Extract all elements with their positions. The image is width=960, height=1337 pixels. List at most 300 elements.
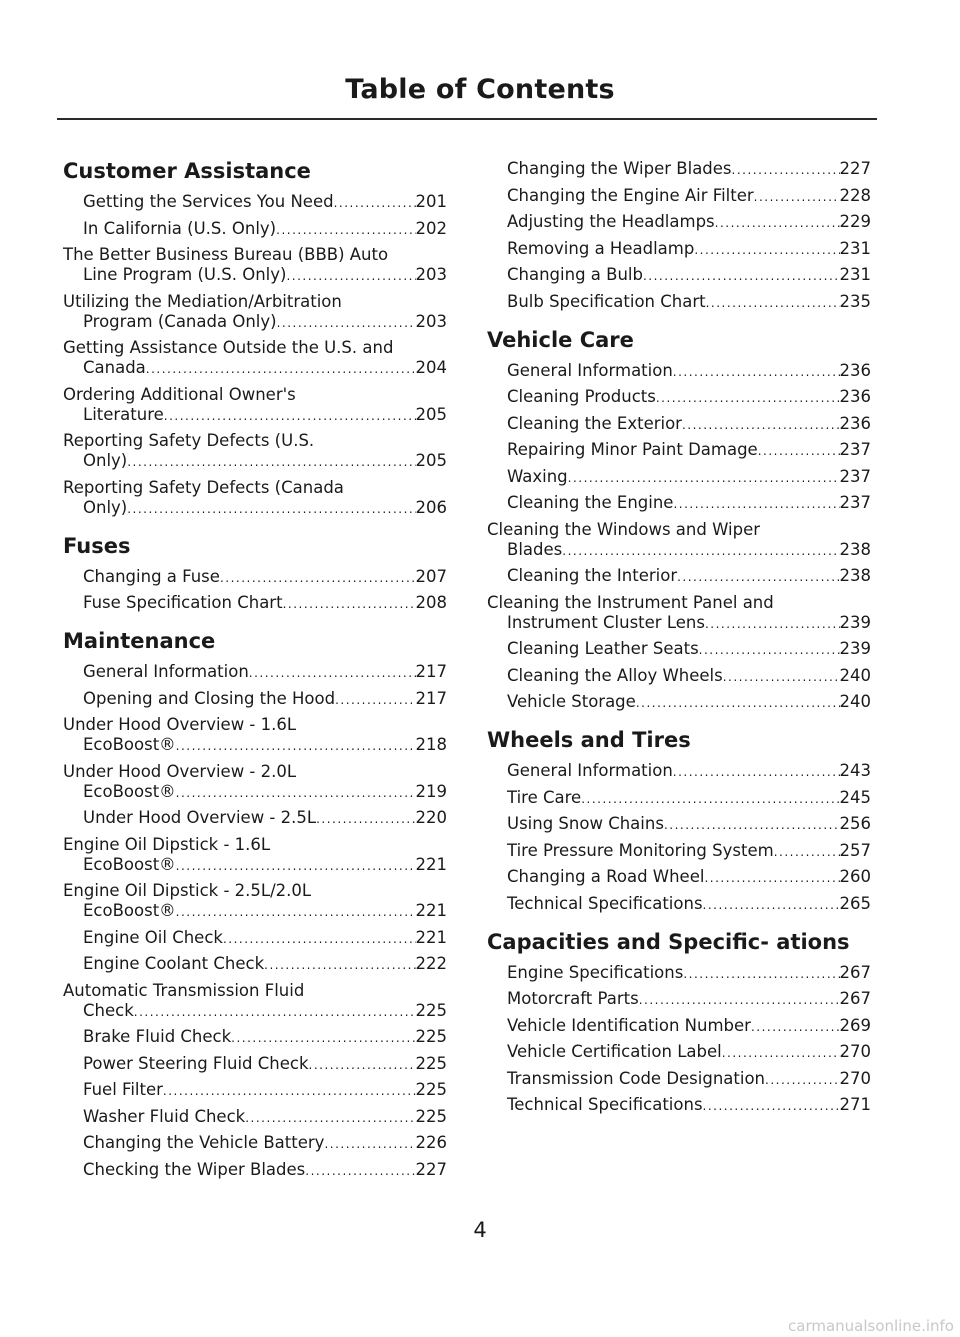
dot-leader [732, 160, 840, 180]
entry-title-row [507, 613, 871, 634]
dot-leader [127, 499, 415, 519]
entry-title-row [507, 239, 871, 260]
entry-title: Cleaning the Engine [507, 493, 674, 512]
dot-leader [264, 955, 415, 975]
toc-entry[interactable] [63, 808, 447, 829]
toc-entry[interactable] [487, 761, 871, 782]
entry-title-row [507, 1095, 871, 1116]
toc-entry[interactable] [63, 762, 447, 803]
entry-page-number: 207 [415, 566, 447, 586]
entry-title-row [83, 1001, 447, 1022]
dot-leader [176, 902, 416, 922]
toc-entry[interactable] [63, 928, 447, 949]
section-heading: Customer Assistance [63, 159, 311, 183]
entry-title: Cleaning Leather Seats [507, 639, 699, 658]
entry-title-row [507, 639, 871, 660]
dot-leader [715, 213, 840, 233]
entry-title: Program (Canada Only) [83, 311, 277, 331]
dot-leader [176, 783, 416, 803]
dot-leader [146, 359, 416, 379]
dot-leader [176, 856, 416, 876]
entry-title-row [83, 312, 447, 333]
toc-entry[interactable] [63, 292, 447, 333]
entry-title-row [507, 1042, 871, 1063]
entry-title-line: Utilizing the Mediation/Arbitration [63, 291, 342, 311]
entry-title: Changing a Road Wheel [507, 867, 705, 886]
dot-leader [758, 441, 840, 461]
title-divider [57, 118, 877, 120]
toc-entry[interactable] [487, 440, 871, 461]
page-number: 4 [473, 1218, 487, 1242]
toc-section-continued [487, 159, 871, 313]
dot-leader [581, 789, 839, 809]
section-heading: Capacities and Specific- ations [487, 929, 850, 954]
toc-entry[interactable] [487, 520, 871, 561]
entry-title: Adjusting the Headlamps [507, 212, 715, 231]
entry-page-number: 222 [415, 954, 447, 973]
entry-page-number: 238 [839, 566, 871, 585]
entry-title-row [507, 292, 871, 313]
toc-entry[interactable] [63, 567, 447, 588]
entry-title-line: Engine Oil Dipstick - 2.5L/2.0L [63, 881, 312, 900]
entry-title-row [507, 894, 871, 915]
entry-page-number: 204 [415, 358, 447, 377]
entry-title-row [507, 867, 871, 888]
entry-page-number: 267 [839, 962, 871, 982]
toc-section-customer-assistance [63, 158, 447, 519]
entry-title-row [83, 1027, 447, 1048]
entry-title: Opening and Closing the Hood [83, 688, 336, 708]
toc-entry[interactable] [487, 1095, 871, 1116]
entry-title-row [507, 788, 871, 809]
entry-title: Under Hood Overview - 2.5L [83, 808, 317, 827]
dot-leader [335, 690, 415, 710]
dot-leader [673, 762, 840, 782]
section-heading: Maintenance [63, 629, 216, 653]
dot-leader [694, 240, 839, 260]
dot-leader [163, 1081, 416, 1101]
dot-leader [334, 193, 416, 213]
entry-title-row [507, 212, 871, 233]
entry-title-row [83, 567, 447, 588]
entry-title-line: Ordering Additional Owner's [63, 384, 296, 404]
toc-entry[interactable] [487, 989, 871, 1010]
entry-page-number: 237 [839, 440, 871, 459]
entry-page-number: 236 [839, 413, 871, 433]
entry-title: Technical Specifications [507, 1095, 703, 1114]
dot-leader [706, 293, 840, 313]
entry-title-line: Cleaning the Instrument Panel and [487, 592, 774, 612]
entry-page-number: 221 [415, 901, 447, 920]
entry-page-number: 201 [415, 192, 447, 211]
watermark: carmanualsonline.info [788, 1317, 954, 1335]
entry-title-row [83, 405, 447, 426]
toc-entry[interactable] [63, 431, 447, 472]
toc-section-fuses [63, 533, 447, 615]
entry-page-number: 221 [415, 854, 447, 874]
entry-title: Technical Specifications [507, 893, 703, 913]
entry-title: Only) [83, 451, 128, 470]
toc-entry[interactable] [487, 666, 871, 687]
entry-page-number: 235 [839, 291, 871, 311]
entry-title-row [507, 493, 871, 514]
entry-title: Instrument Cluster Lens [507, 612, 705, 632]
entry-title: Engine Oil Check [83, 927, 223, 947]
dot-leader [656, 388, 840, 408]
entry-title-row [83, 1133, 447, 1154]
entry-title-line: The Better Business Bureau (BBB) Auto [63, 245, 389, 264]
entry-page-number: 218 [415, 735, 447, 754]
entry-page-number: 227 [839, 159, 871, 178]
entry-title: Tire Pressure Monitoring System [507, 840, 774, 860]
entry-title-row [507, 963, 871, 984]
entry-title: Vehicle Storage [507, 692, 636, 711]
entry-title-row [83, 735, 447, 756]
entry-title: General Information [507, 761, 673, 780]
dot-leader [562, 541, 839, 561]
entry-page-number: 257 [839, 840, 871, 860]
entry-title: Line Program (U.S. Only) [83, 265, 287, 284]
entry-page-number: 238 [839, 539, 871, 559]
entry-page-number: 236 [839, 360, 871, 380]
entry-page-number: 227 [415, 1159, 447, 1179]
entry-page-number: 260 [839, 867, 871, 886]
toc-entry[interactable] [487, 894, 871, 915]
dot-leader [223, 929, 416, 949]
toc-entry[interactable] [63, 835, 447, 876]
dot-leader [164, 406, 416, 426]
entry-title-row [83, 498, 447, 519]
entry-title: Changing the Engine Air Filter [507, 185, 754, 205]
entry-page-number: 240 [839, 665, 871, 685]
toc-column-right [487, 159, 871, 1130]
entry-page-number: 237 [839, 466, 871, 486]
entry-title: General Information [83, 662, 249, 681]
entry-page-number: 217 [415, 688, 447, 708]
dot-leader [704, 868, 839, 888]
toc-entry[interactable] [487, 963, 871, 984]
toc-entry[interactable] [63, 1133, 447, 1154]
entry-title-row [507, 186, 871, 207]
entry-title: Changing the Wiper Blades [507, 159, 732, 178]
toc-entry[interactable] [487, 692, 871, 713]
toc-entry[interactable] [487, 265, 871, 286]
dot-leader [127, 452, 415, 472]
entry-title: Blades [507, 539, 563, 559]
entry-title: Using Snow Chains [507, 814, 664, 833]
entry-page-number: 226 [415, 1133, 447, 1152]
dot-leader [134, 1002, 416, 1022]
toc-entry[interactable] [63, 192, 447, 213]
entry-page-number: 221 [415, 927, 447, 947]
entry-title: Engine Coolant Check [83, 954, 265, 973]
entry-title-line: Under Hood Overview - 1.6L [63, 715, 297, 734]
entry-title-row [83, 192, 447, 213]
entry-title-line: Under Hood Overview - 2.0L [63, 761, 297, 781]
dot-leader [751, 1017, 840, 1037]
dot-leader [231, 1028, 415, 1048]
entry-page-number: 225 [415, 1106, 447, 1126]
toc-section-wheels-and-tires [487, 727, 871, 915]
toc-entry[interactable] [487, 593, 871, 634]
entry-page-number: 240 [839, 692, 871, 711]
dot-leader [245, 1108, 415, 1128]
entry-title-line: Engine Oil Dipstick - 1.6L [63, 834, 271, 854]
entry-page-number: 243 [839, 761, 871, 780]
dot-leader [754, 187, 840, 207]
entry-title: Changing a Bulb [507, 265, 643, 284]
dot-leader [283, 594, 416, 614]
entry-page-number: 205 [415, 451, 447, 470]
entry-title-row [83, 358, 447, 379]
entry-title-row [507, 761, 871, 782]
entry-title-row [83, 219, 447, 240]
dot-leader [176, 736, 416, 756]
dot-leader [774, 842, 840, 862]
dot-leader [568, 468, 840, 488]
entry-title-row [507, 841, 871, 862]
toc-entry[interactable] [487, 387, 871, 408]
toc-entry[interactable] [63, 1080, 447, 1101]
entry-title: Cleaning the Alloy Wheels [507, 665, 723, 685]
dot-leader [309, 1055, 416, 1075]
toc-entry[interactable] [63, 478, 447, 519]
section-heading: Wheels and Tires [487, 728, 691, 752]
entry-title: EcoBoost® [83, 735, 176, 754]
entry-page-number: 205 [415, 404, 447, 424]
entry-page-number: 236 [839, 387, 871, 406]
dot-leader [249, 663, 416, 683]
entry-title: EcoBoost® [83, 901, 176, 920]
toc-entry[interactable] [487, 841, 871, 862]
entry-title-row [83, 1160, 447, 1181]
entry-title: Cleaning the Interior [507, 566, 678, 585]
toc-entry[interactable] [487, 186, 871, 207]
entry-title-row [83, 662, 447, 683]
entry-title-row [507, 540, 871, 561]
toc-entry[interactable] [63, 245, 447, 286]
toc-entry[interactable] [63, 385, 447, 426]
toc-entry[interactable] [487, 292, 871, 313]
dot-leader [682, 415, 840, 435]
entry-title: Waxing [507, 466, 568, 486]
toc-entry[interactable] [487, 639, 871, 660]
entry-title: Vehicle Certification Label [507, 1042, 722, 1061]
entry-page-number: 225 [415, 1000, 447, 1020]
entry-page-number: 245 [839, 787, 871, 807]
entry-page-number: 206 [415, 497, 447, 517]
entry-page-number: 225 [415, 1027, 447, 1046]
entry-page-number: 269 [839, 1015, 871, 1035]
toc-entry[interactable] [63, 338, 447, 379]
entry-title: Bulb Specification Chart [507, 291, 706, 311]
toc-entry[interactable] [487, 1069, 871, 1090]
entry-title-row [83, 265, 447, 286]
toc-entry[interactable] [63, 1054, 447, 1075]
dot-leader [673, 494, 839, 514]
entry-title-row [83, 808, 447, 829]
toc-entry[interactable] [487, 159, 871, 180]
section-heading: Vehicle Care [487, 327, 634, 352]
entry-title-row [507, 1016, 871, 1037]
dot-leader [220, 568, 416, 588]
entry-page-number: 256 [839, 814, 871, 833]
entry-title-row [83, 1080, 447, 1101]
toc-section-maintenance [63, 628, 447, 1181]
entry-title: Power Steering Fluid Check [83, 1053, 309, 1073]
entry-title: Brake Fluid Check [83, 1027, 232, 1046]
entry-page-number: 203 [415, 311, 447, 331]
entry-page-number: 239 [839, 612, 871, 632]
entry-title: Changing a Fuse [83, 566, 220, 586]
entry-title-line: Cleaning the Windows and Wiper [487, 519, 761, 539]
entry-title: Repairing Minor Paint Damage [507, 440, 758, 459]
entry-title-row [507, 989, 871, 1010]
entry-page-number: 270 [839, 1068, 871, 1088]
entry-title: Cleaning the Exterior [507, 413, 682, 433]
entry-page-number: 219 [415, 781, 447, 801]
toc-entry[interactable] [487, 788, 871, 809]
entry-title: Fuel Filter [83, 1080, 163, 1099]
dot-leader [703, 1096, 840, 1116]
entry-title-row [507, 387, 871, 408]
entry-title: Check [83, 1000, 134, 1020]
toc-entry[interactable] [487, 566, 871, 587]
entry-title: Checking the Wiper Blades [83, 1159, 306, 1179]
entry-title-row [83, 451, 447, 472]
entry-title: Canada [83, 358, 146, 377]
toc-entry[interactable] [63, 662, 447, 683]
entry-title: EcoBoost® [83, 854, 176, 874]
entry-title-row [83, 928, 447, 949]
toc-entry[interactable] [487, 414, 871, 435]
entry-title: Tire Care [507, 787, 582, 807]
toc-entry[interactable] [63, 593, 447, 614]
toc-entry[interactable] [63, 219, 447, 240]
entry-page-number: 217 [415, 662, 447, 681]
entry-title: Cleaning Products [507, 387, 656, 406]
entry-title-row [83, 689, 447, 710]
entry-page-number: 203 [415, 265, 447, 284]
entry-title-row [507, 666, 871, 687]
entry-page-number: 225 [415, 1053, 447, 1073]
section-heading: Fuses [63, 533, 131, 558]
dot-leader [664, 815, 840, 835]
page-title: Table of Contents [345, 74, 615, 105]
entry-title-row [83, 954, 447, 975]
toc-entry[interactable] [487, 867, 871, 888]
dot-leader [723, 667, 840, 687]
entry-title: Removing a Headlamp [507, 238, 695, 258]
entry-page-number: 208 [415, 593, 447, 612]
toc-section-capacities-and-specific-ations [487, 929, 871, 1117]
entry-title-row [507, 361, 871, 382]
entry-title: Literature [83, 404, 164, 424]
dot-leader [324, 1134, 415, 1154]
dot-leader [677, 567, 839, 587]
entry-title-row [507, 414, 871, 435]
entry-page-number: 225 [415, 1080, 447, 1099]
toc-entry[interactable] [63, 1160, 447, 1181]
entry-page-number: 239 [839, 639, 871, 658]
entry-title-row [507, 814, 871, 835]
toc-entry[interactable] [487, 239, 871, 260]
toc-entry[interactable] [487, 814, 871, 835]
toc-section-vehicle-care [487, 327, 871, 714]
dot-leader [703, 895, 840, 915]
toc-entry[interactable] [63, 1107, 447, 1128]
entry-title: Getting the Services You Need [83, 192, 334, 211]
entry-title: Vehicle Identification Number [507, 1015, 751, 1035]
toc-entry[interactable] [63, 954, 447, 975]
entry-page-number: 265 [839, 893, 871, 913]
entry-title: Motorcraft Parts [507, 989, 639, 1008]
entry-page-number: 228 [839, 185, 871, 205]
entry-title-row [507, 440, 871, 461]
entry-title: EcoBoost® [83, 781, 176, 801]
entry-page-number: 220 [415, 808, 447, 827]
dot-leader [636, 693, 840, 713]
toc-entry[interactable] [487, 1016, 871, 1037]
dot-leader [277, 313, 416, 333]
toc-entry[interactable] [63, 981, 447, 1022]
entry-title: In California (U.S. Only) [83, 218, 277, 238]
entry-title: Fuse Specification Chart [83, 593, 283, 612]
entry-title-line: Reporting Safety Defects (U.S. [63, 431, 315, 450]
toc-entry[interactable] [487, 361, 871, 382]
entry-title-line: Automatic Transmission Fluid [63, 980, 305, 1000]
entry-page-number: 202 [415, 218, 447, 238]
entry-page-number: 271 [839, 1095, 871, 1114]
entry-title: Changing the Vehicle Battery [83, 1133, 325, 1152]
entry-title: Transmission Code Designation [507, 1068, 766, 1088]
dot-leader [276, 220, 415, 240]
entry-page-number: 270 [839, 1042, 871, 1061]
entry-title-row [507, 566, 871, 587]
entry-title-line: Getting Assistance Outside the U.S. and [63, 338, 394, 357]
dot-leader [705, 614, 840, 634]
toc-entry[interactable] [63, 689, 447, 710]
entry-title-row [507, 692, 871, 713]
entry-title-row [83, 1054, 447, 1075]
entry-page-number: 229 [839, 212, 871, 231]
dot-leader [305, 1161, 415, 1181]
toc-entry[interactable] [487, 493, 871, 514]
dot-leader [316, 809, 415, 829]
entry-title-row [83, 782, 447, 803]
toc-entry[interactable] [63, 715, 447, 756]
dot-leader [683, 964, 839, 984]
dot-leader [673, 362, 840, 382]
toc-entry[interactable] [487, 212, 871, 233]
entry-page-number: 237 [839, 493, 871, 512]
entry-title: Engine Specifications [507, 962, 684, 982]
entry-title: Only) [83, 497, 128, 517]
toc-entry[interactable] [487, 1042, 871, 1063]
entry-title-row [507, 159, 871, 180]
entry-title: Washer Fluid Check [83, 1106, 246, 1126]
dot-leader [699, 640, 840, 660]
entry-page-number: 231 [839, 238, 871, 258]
toc-entry[interactable] [487, 467, 871, 488]
toc-entry[interactable] [63, 881, 447, 922]
entry-title-row [507, 1069, 871, 1090]
toc-entry[interactable] [63, 1027, 447, 1048]
entry-title-row [83, 901, 447, 922]
dot-leader [722, 1043, 840, 1063]
dot-leader [286, 266, 415, 286]
entry-title: General Information [507, 360, 673, 380]
